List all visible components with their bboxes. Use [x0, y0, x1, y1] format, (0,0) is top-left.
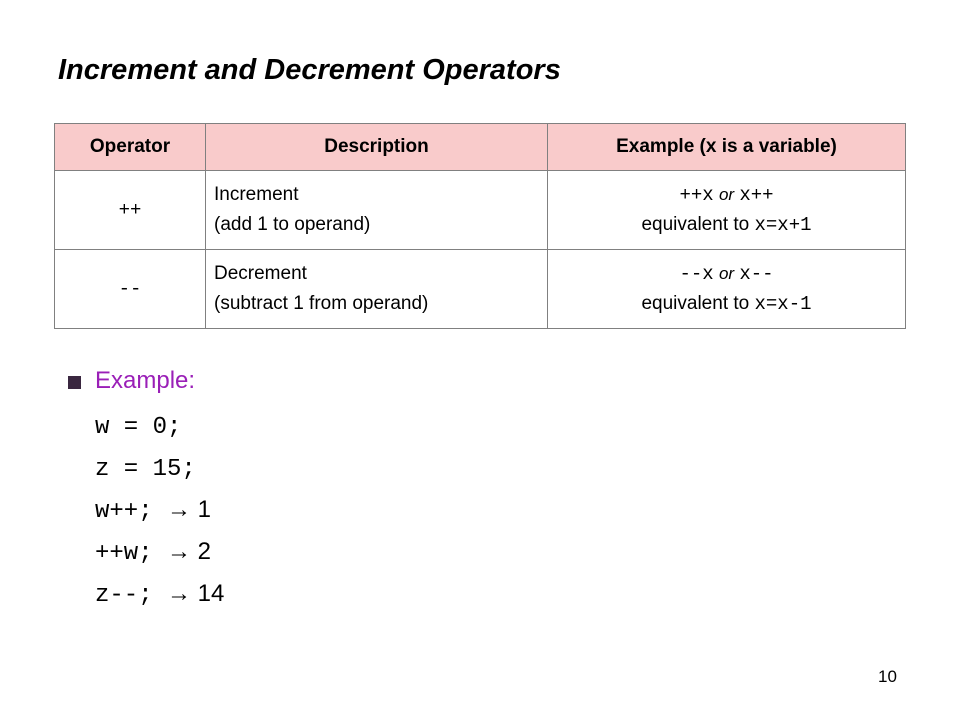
code-line: [95, 489, 224, 531]
description-cell: [206, 250, 548, 329]
code-line: [95, 447, 224, 489]
operators-table: [54, 123, 906, 329]
square-bullet-icon: [68, 376, 81, 389]
page-number: 10: [878, 667, 897, 686]
table-row: [55, 250, 906, 329]
description-detail: (subtract 1 from operand): [214, 293, 429, 314]
code-text: w = 0;: [95, 414, 182, 441]
code-text: z--;: [95, 582, 168, 609]
code-text: ++w;: [95, 540, 168, 567]
code-result: → 2: [167, 538, 212, 565]
code-block: [95, 405, 224, 615]
operator-cell: --: [55, 250, 206, 329]
postfix-form: x--: [739, 263, 774, 285]
code-result: → 1: [167, 496, 212, 523]
postfix-form: x++: [739, 184, 774, 206]
prefix-form: --x: [679, 263, 714, 285]
example-cell: [548, 171, 906, 250]
or-word: or: [718, 264, 735, 283]
equivalent-label: equivalent to: [641, 214, 750, 235]
header-example: Example (x is a variable): [548, 124, 906, 171]
example-forms: [548, 259, 905, 289]
code-result: → 14: [167, 580, 225, 607]
description-title: Increment: [214, 184, 299, 205]
example-equivalent: [548, 210, 905, 240]
description-cell: [206, 171, 548, 250]
slide-title: Increment and Decrement Operators: [58, 54, 561, 86]
example-equivalent: [548, 289, 905, 319]
description-detail: (add 1 to operand): [214, 214, 371, 235]
header-operator: Operator: [55, 124, 206, 171]
code-text: z = 15;: [95, 456, 196, 483]
equivalent-code: x=x-1: [754, 293, 812, 315]
code-text: w++;: [95, 498, 168, 525]
example-cell: [548, 250, 906, 329]
equivalent-code: x=x+1: [754, 214, 812, 236]
equivalent-label: equivalent to: [641, 293, 750, 314]
example-label: Example:: [95, 367, 196, 394]
code-line: [95, 573, 224, 615]
example-forms: [548, 180, 905, 210]
or-word: or: [718, 185, 735, 204]
description-title: Decrement: [214, 263, 307, 284]
table-row: [55, 171, 906, 250]
code-line: [95, 405, 224, 447]
table-header-row: [55, 124, 906, 171]
prefix-form: ++x: [679, 184, 714, 206]
code-line: [95, 531, 224, 573]
operator-cell: ++: [55, 171, 206, 250]
header-description: Description: [206, 124, 548, 171]
